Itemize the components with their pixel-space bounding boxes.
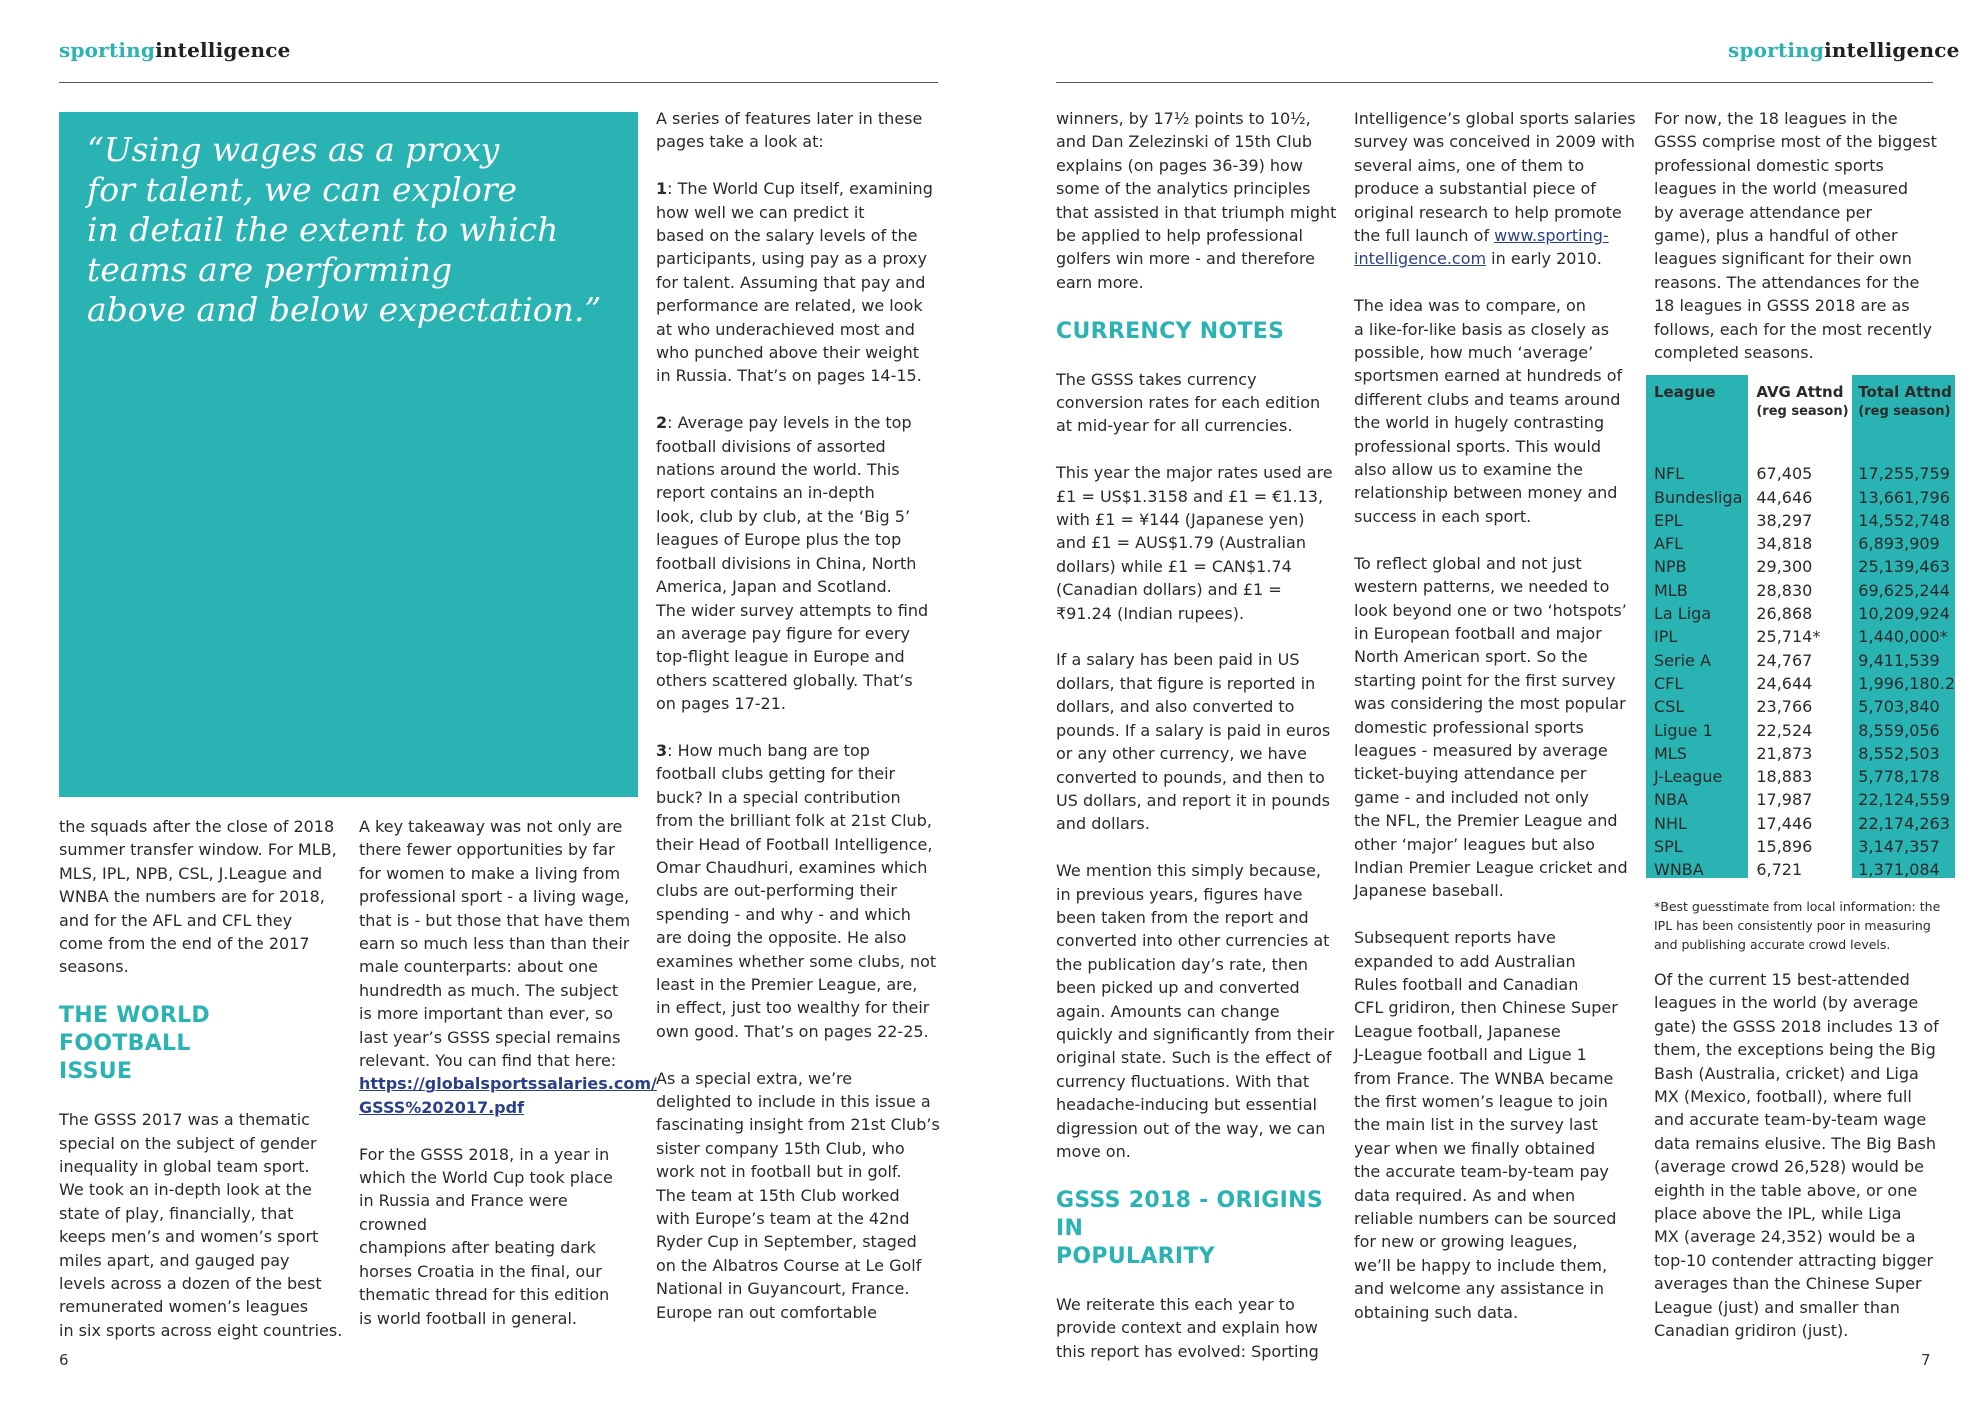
p6-col2	[359, 815, 657, 1330]
table-row	[1646, 742, 1955, 765]
th-league: League	[1654, 383, 1716, 401]
cell-avg-attnd: 26,868	[1756, 604, 1813, 624]
cell-total-attnd: 69,625,244	[1858, 580, 1950, 600]
cell-league: CSL	[1654, 697, 1685, 717]
cell-total-attnd: 22,124,559	[1858, 790, 1950, 810]
cell-total-attnd: 1,996,180.2	[1858, 673, 1955, 693]
p7-col3	[1654, 107, 1944, 364]
cell-total-attnd: 25,139,463	[1858, 557, 1950, 577]
cell-league: IPL	[1654, 627, 1678, 647]
feature-item-2: 2: Average pay levels in the top football divisions of assorted nations around the world. This report contains an in-depth look, club by club, at the ‘Big 5’ leagues of Europe plus the top football divisions in China, North America, Japan and Scotland. The wider survey attempts to find an average pay figure for every top-flight league in Europe and others scattered globally. That’s on pages 17-21.	[656, 413, 929, 714]
cell-league: NPB	[1654, 557, 1687, 577]
cell-total-attnd: 13,661,796	[1858, 487, 1950, 507]
p6-col1	[59, 815, 344, 1342]
table-row	[1646, 835, 1955, 858]
table-row	[1646, 788, 1955, 811]
th-total-attnd: Total Attnd (reg season)	[1858, 383, 1952, 420]
cell-league: EPL	[1654, 510, 1683, 530]
cell-total-attnd: 22,174,263	[1858, 813, 1950, 833]
origins-p5: Subsequent reports have expanded to add Australian Rules football and Canadian CFL gridiron, then Chinese Super League football, Japanese J-League football and Ligue 1 from France. The WNBA became the first women’s league to join the main list in the survey last year when we finally obtained the accurate team-by-team pay data required. As and when reliable numbers can be sourced for new or growing leagues, we’ll be happy to include them, and welcome any assistance in obtaining such data.	[1354, 928, 1618, 1322]
origins-heading: GSSS 2018 - ORIGINS IN POPULARITY	[1056, 1187, 1323, 1269]
cell-avg-attnd: 44,646	[1756, 487, 1813, 507]
th-avg-attnd: AVG Attnd (reg season)	[1756, 383, 1849, 420]
cell-league: NHL	[1654, 813, 1687, 833]
p7-col3-para2-wrap	[1654, 968, 1954, 1343]
cell-avg-attnd: 29,300	[1756, 557, 1813, 577]
table-row	[1646, 509, 1955, 532]
cell-total-attnd: 1,371,084	[1858, 860, 1940, 880]
cell-total-attnd: 5,778,178	[1858, 767, 1940, 787]
p6-col1-para: The GSSS 2017 was a thematic special on the subject of gender inequality in global team sport. We took an in-depth look at the state of play, financially, that keeps men’s and women’s sport miles apart, and gauged pay levels across a dozen of the best remunerated women’s leagues in six sports across eight countries.	[59, 1110, 343, 1340]
cell-total-attnd: 5,703,840	[1858, 697, 1940, 717]
header-rule-right	[1056, 82, 1933, 83]
table-row	[1646, 719, 1955, 742]
table-row	[1646, 602, 1955, 625]
brand-logo-left: sportingintelligence	[59, 38, 291, 62]
cell-total-attnd: 8,552,503	[1858, 743, 1940, 763]
cell-total-attnd: 8,559,056	[1858, 720, 1940, 740]
p6-col2-para1: A key takeaway was not only are there fewer opportunities by far for women to make a living from professional sport - a living wage, that is - but those that have them earn so much less than than their male counterparts: about one hundredth as much. The subject is more important than ever, so last year’s GSSS special remains relevant. You can find that here:	[359, 817, 631, 1071]
cell-league: SPL	[1654, 837, 1683, 857]
cell-total-attnd: 14,552,748	[1858, 510, 1950, 530]
cell-total-attnd: 1,440,000*	[1858, 627, 1948, 647]
p7-col3-para2: Of the current 15 best-attended leagues in the world (by average gate) the GSSS 2018 includes 13 of them, the exceptions being the Big Bash (Australia, cricket) and Liga MX (Mexico, football), where full and accurate team-by-team wage data remains elusive. The Big Bash (average crowd 26,528) would be eighth in the table above, or one place above the IPL, while Liga MX (average 24,352) would be a top-10 contender attracting bigger averages than the Chinese Super League (just) and smaller than Canadian gridiron (just).	[1654, 970, 1939, 1341]
table-row	[1646, 555, 1955, 578]
cell-avg-attnd: 21,873	[1756, 743, 1813, 763]
page-number-7: 7	[1921, 1351, 1931, 1369]
feature-item-1: 1: The World Cup itself, examining how well we can predict it based on the salary levels of the participants, using pay as a proxy for talent. Assuming that pay and performance are related, we look at who underachieved most and who punched above their weight in Russia. That’s on pages 14-15.	[656, 179, 933, 386]
p6-col1-intro: the squads after the close of 2018 summer transfer window. For MLB, MLS, IPL, NPB, CSL, J.League and WNBA the numbers are for 2018, and for the AFL and CFL they come from the end of the 2017 seasons.	[59, 817, 337, 977]
cell-league: Serie A	[1654, 650, 1711, 670]
cell-avg-attnd: 18,883	[1756, 767, 1813, 787]
p6-col3	[656, 107, 941, 1324]
currency-p2: This year the major rates used are £1 = US$1.3158 and £1 = €1.13, with £1 = ¥144 (Japanese yen) and £1 = AUS$1.79 (Australian dollars) while £1 = CAN$1.74 (Canadian dollars) and £1 = ₹91.24 (Indian rupees).	[1056, 463, 1333, 623]
currency-p4: We mention this simply because, in previous years, figures have been taken from the report and converted into other currencies at the publication day’s rate, then been picked up and converted again. Amounts can change quickly and significantly from their original state. Such is the effect of currency fluctuations. With that headache-inducing but essential digression out of the way, we can move on.	[1056, 861, 1335, 1161]
table-row	[1646, 812, 1955, 835]
cell-league: Ligue 1	[1654, 720, 1713, 740]
origins-p4: To reflect global and not just western patterns, we needed to look beyond one or two ‘hotspots’ in European football and major North American sport. So the starting point for the first survey was considering the most popular domestic professional sports leagues - measured by average ticket-buying attendance per game - and included not only the NFL, the Premier League and other ‘major’ leagues but also Indian Premier League cricket and Japanese baseball.	[1354, 553, 1628, 901]
cell-avg-attnd: 38,297	[1756, 510, 1813, 530]
origins-p2: Intelligence’s global sports salaries survey was conceived in 2009 with several aims, one of them to produce a substantial piece of original research to help promote the full launch of www.sporting- intelligence.com in early 2010.	[1354, 109, 1636, 269]
world-football-heading: THE WORLD FOOTBALL ISSUE	[59, 1003, 210, 1085]
cell-avg-attnd: 67,405	[1756, 464, 1813, 484]
currency-notes-heading: CURRENCY NOTES	[1056, 318, 1285, 344]
p7-col3-intro: For now, the 18 leagues in the GSSS comprise most of the biggest professional domestic sports leagues in the world (measured by average attendance per game), plus a handful of other leagues significant for their own reasons. The attendances for the 18 leagues in GSSS 2018 are as follows, each for the most recently completed seasons.	[1654, 109, 1937, 363]
attendance-table	[1646, 375, 1955, 878]
page-number-6: 6	[59, 1351, 69, 1369]
origins-p1: We reiterate this each year to provide context and explain how this report has evolved: Sporting	[1056, 1294, 1319, 1361]
cell-avg-attnd: 34,818	[1756, 534, 1813, 554]
p6-col3-extra: As a special extra, we’re delighted to include in this issue a fascinating insight from 21st Club’s sister company 15th Club, who work not in football but in golf. The team at 15th Club worked with Europe’s team at the 42nd Ryder Cup in September, staged on the Albatros Course at Le Golf National in Guyancourt, France. Europe ran out comfortable	[656, 1068, 940, 1322]
cell-league: J-League	[1654, 767, 1723, 787]
pull-quote-box	[59, 112, 638, 797]
table-row	[1646, 625, 1955, 648]
table-row	[1646, 649, 1955, 672]
gsss-2017-link-cont[interactable]: GSSS%202017.pdf	[359, 1097, 525, 1117]
cell-total-attnd: 9,411,539	[1858, 650, 1940, 670]
p6-col2-para2: For the GSSS 2018, in a year in which the World Cup took place in Russia and France were crowned champions after beating dark horses Croatia in the final, our thematic thread for this edition is world football in general.	[359, 1144, 613, 1328]
p7-col1-intro: winners, by 17½ points to 10½, and Dan Zelezinski of 15th Club explains (on pages 36-39) how some of the analytics principles that assisted in that triumph might be applied to help professional golfers win more - and therefore earn more.	[1056, 109, 1337, 292]
cell-league: MLB	[1654, 580, 1688, 600]
cell-league: NBA	[1654, 790, 1688, 810]
brand-logo-right: sportingintelligence	[1728, 38, 1960, 62]
cell-league: MLS	[1654, 743, 1687, 763]
cell-avg-attnd: 15,896	[1756, 837, 1813, 857]
cell-avg-attnd: 17,987	[1756, 790, 1813, 810]
cell-total-attnd: 17,255,759	[1858, 464, 1950, 484]
cell-league: Bundesliga	[1654, 487, 1743, 507]
cell-avg-attnd: 24,767	[1756, 650, 1813, 670]
cell-avg-attnd: 25,714*	[1756, 627, 1821, 647]
header-rule-left	[59, 82, 938, 83]
cell-league: WNBA	[1654, 860, 1704, 880]
cell-avg-attnd: 24,644	[1756, 673, 1813, 693]
table-row	[1646, 579, 1955, 602]
sporting-intelligence-link-cont[interactable]: intelligence.com	[1354, 249, 1487, 269]
pull-quote: “Using wages as a proxy for talent, we can explore in detail the extent to which teams are performing above and below expectation.”	[87, 130, 602, 329]
p6-col3-intro: A series of features later in these pages take a look at:	[656, 109, 923, 152]
cell-avg-attnd: 6,721	[1756, 860, 1803, 880]
currency-p3: If a salary has been paid in US dollars, that figure is reported in dollars, and also converted to pounds. If a salary is paid in euros or any other currency, we have converted to pounds, and then to US dollars, and report it in pounds and dollars.	[1056, 650, 1331, 834]
attendance-footnote: *Best guesstimate from local information: the IPL has been consistently poor in measuring and publishing accurate crowd levels.	[1654, 899, 1941, 952]
sporting-intelligence-link[interactable]: www.sporting-	[1494, 226, 1609, 246]
cell-avg-attnd: 17,446	[1756, 813, 1813, 833]
table-row	[1646, 858, 1955, 881]
gsss-2017-link[interactable]: https://globalsportssalaries.com/	[359, 1074, 657, 1094]
cell-league: CFL	[1654, 673, 1684, 693]
cell-league: La Liga	[1654, 604, 1712, 624]
table-row	[1646, 462, 1955, 485]
origins-p3: The idea was to compare, on a like-for-like basis as closely as possible, how much ‘average’ sportsmen earned at hundreds of different clubs and teams around the world in hugely contrasting professional sports. This would also allow us to examine the relationship between money and success in each sport.	[1354, 296, 1623, 526]
cell-total-attnd: 10,209,924	[1858, 604, 1950, 624]
currency-p1: The GSSS takes currency conversion rates for each edition at mid-year for all currencies.	[1056, 369, 1321, 436]
feature-item-3: 3: How much bang are top football clubs getting for their buck? In a special contribution from the brilliant folk at 21st Club, their Head of Football Intelligence, Omar Chaudhuri, examines which clubs are out-performing their spending - and why - and which are doing the opposite. He also examines whether some clubs, not least in the Premier League, are, in effect, just too wealthy for their own good. That’s on pages 22-25.	[656, 740, 937, 1041]
table-row	[1646, 486, 1955, 509]
cell-avg-attnd: 22,524	[1756, 720, 1813, 740]
p7-col2	[1354, 107, 1644, 1324]
cell-avg-attnd: 28,830	[1756, 580, 1813, 600]
table-row	[1646, 765, 1955, 788]
table-row	[1646, 672, 1955, 695]
cell-league: AFL	[1654, 534, 1684, 554]
cell-total-attnd: 3,147,357	[1858, 837, 1940, 857]
p7-col1	[1056, 107, 1341, 1363]
cell-avg-attnd: 23,766	[1756, 697, 1813, 717]
table-row	[1646, 532, 1955, 555]
table-row	[1646, 695, 1955, 718]
cell-league: NFL	[1654, 464, 1685, 484]
cell-total-attnd: 6,893,909	[1858, 534, 1940, 554]
